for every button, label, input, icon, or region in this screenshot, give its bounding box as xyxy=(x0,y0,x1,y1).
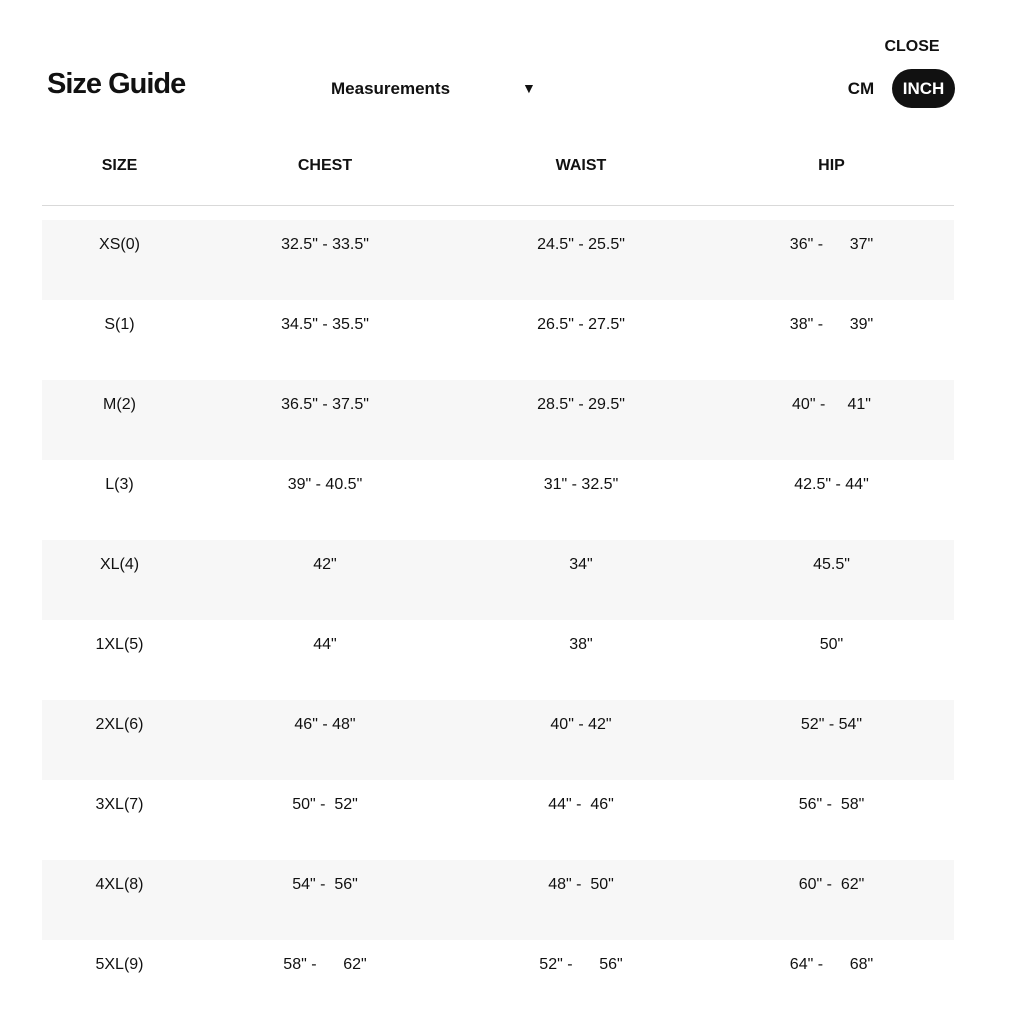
size-cell: L(3) xyxy=(105,476,134,493)
chest-cell: 46" - 48" xyxy=(294,716,356,733)
table-row xyxy=(42,860,954,940)
measurements-dropdown[interactable] xyxy=(318,72,544,106)
table-row xyxy=(42,380,954,460)
waist-cell: 26.5" - 27.5" xyxy=(537,316,625,333)
table-row xyxy=(42,300,954,380)
waist-cell: 40" - 42" xyxy=(550,716,612,733)
chest-cell: 44" xyxy=(313,636,337,653)
table-row xyxy=(42,540,954,620)
size-cell: M(2) xyxy=(103,396,136,413)
chest-cell: 42" xyxy=(313,556,337,573)
waist-cell: 34" xyxy=(569,556,593,573)
size-cell: XL(4) xyxy=(99,556,140,573)
hip-cell: 56" - 58" xyxy=(798,796,865,813)
size-cell: 4XL(8) xyxy=(95,876,144,893)
size-cell: 3XL(7) xyxy=(95,796,144,813)
close-link[interactable]: CLOSE xyxy=(884,38,940,55)
table-row xyxy=(42,460,954,540)
table-header-row xyxy=(42,125,954,206)
table-row xyxy=(42,220,954,300)
measurements-dropdown-label: Measurements xyxy=(331,79,451,98)
table-body xyxy=(42,220,954,1020)
waist-cell: 44" - 46" xyxy=(548,796,614,813)
table-row xyxy=(42,620,954,700)
column-header-waist: WAIST xyxy=(555,157,607,174)
column-header-size: SIZE xyxy=(101,157,138,174)
hip-cell: 45.5" xyxy=(813,556,850,573)
table-row xyxy=(42,780,954,860)
size-cell: S(1) xyxy=(104,316,135,333)
size-table xyxy=(42,125,954,973)
chest-cell: 32.5" - 33.5" xyxy=(281,236,369,253)
hip-cell: 38" - 39" xyxy=(789,316,874,333)
hip-cell: 60" - 62" xyxy=(798,876,865,893)
waist-cell: 28.5" - 29.5" xyxy=(537,396,625,413)
size-cell: 5XL(9) xyxy=(95,956,144,973)
chest-cell: 34.5" - 35.5" xyxy=(281,316,369,333)
page-title: Size Guide xyxy=(47,68,186,100)
waist-cell: 48" - 50" xyxy=(548,876,614,893)
chest-cell: 50" - 52" xyxy=(292,796,358,813)
triangle-down-icon: ▼ xyxy=(522,80,536,96)
waist-cell: 31" - 32.5" xyxy=(543,476,619,493)
hip-cell: 50" xyxy=(819,636,844,653)
column-header-hip: HIP xyxy=(818,157,845,174)
chest-cell: 39" - 40.5" xyxy=(287,476,363,493)
chest-cell: 58" - 62" xyxy=(283,956,367,973)
size-cell: XS(0) xyxy=(99,236,140,253)
size-cell: 1XL(5) xyxy=(95,636,144,653)
hip-cell: 42.5" - 44" xyxy=(794,476,869,493)
column-header-chest: CHEST xyxy=(297,157,353,174)
chest-cell: 54" - 56" xyxy=(292,876,358,893)
unit-toggle-cm[interactable]: CM xyxy=(847,79,875,98)
waist-cell: 24.5" - 25.5" xyxy=(537,236,625,253)
hip-cell: 52" - 54" xyxy=(800,716,863,733)
waist-cell: 52" - 56" xyxy=(539,956,623,973)
table-row xyxy=(42,700,954,780)
hip-cell: 64" - 68" xyxy=(789,956,874,973)
chest-cell: 36.5" - 37.5" xyxy=(281,396,369,413)
hip-cell: 36" - 37" xyxy=(789,236,874,253)
hip-cell: 40" - 41" xyxy=(792,396,871,413)
table-row xyxy=(42,940,954,1020)
unit-toggle-inch[interactable]: INCH xyxy=(892,69,955,108)
size-cell: 2XL(6) xyxy=(95,716,144,733)
waist-cell: 38" xyxy=(569,636,593,653)
